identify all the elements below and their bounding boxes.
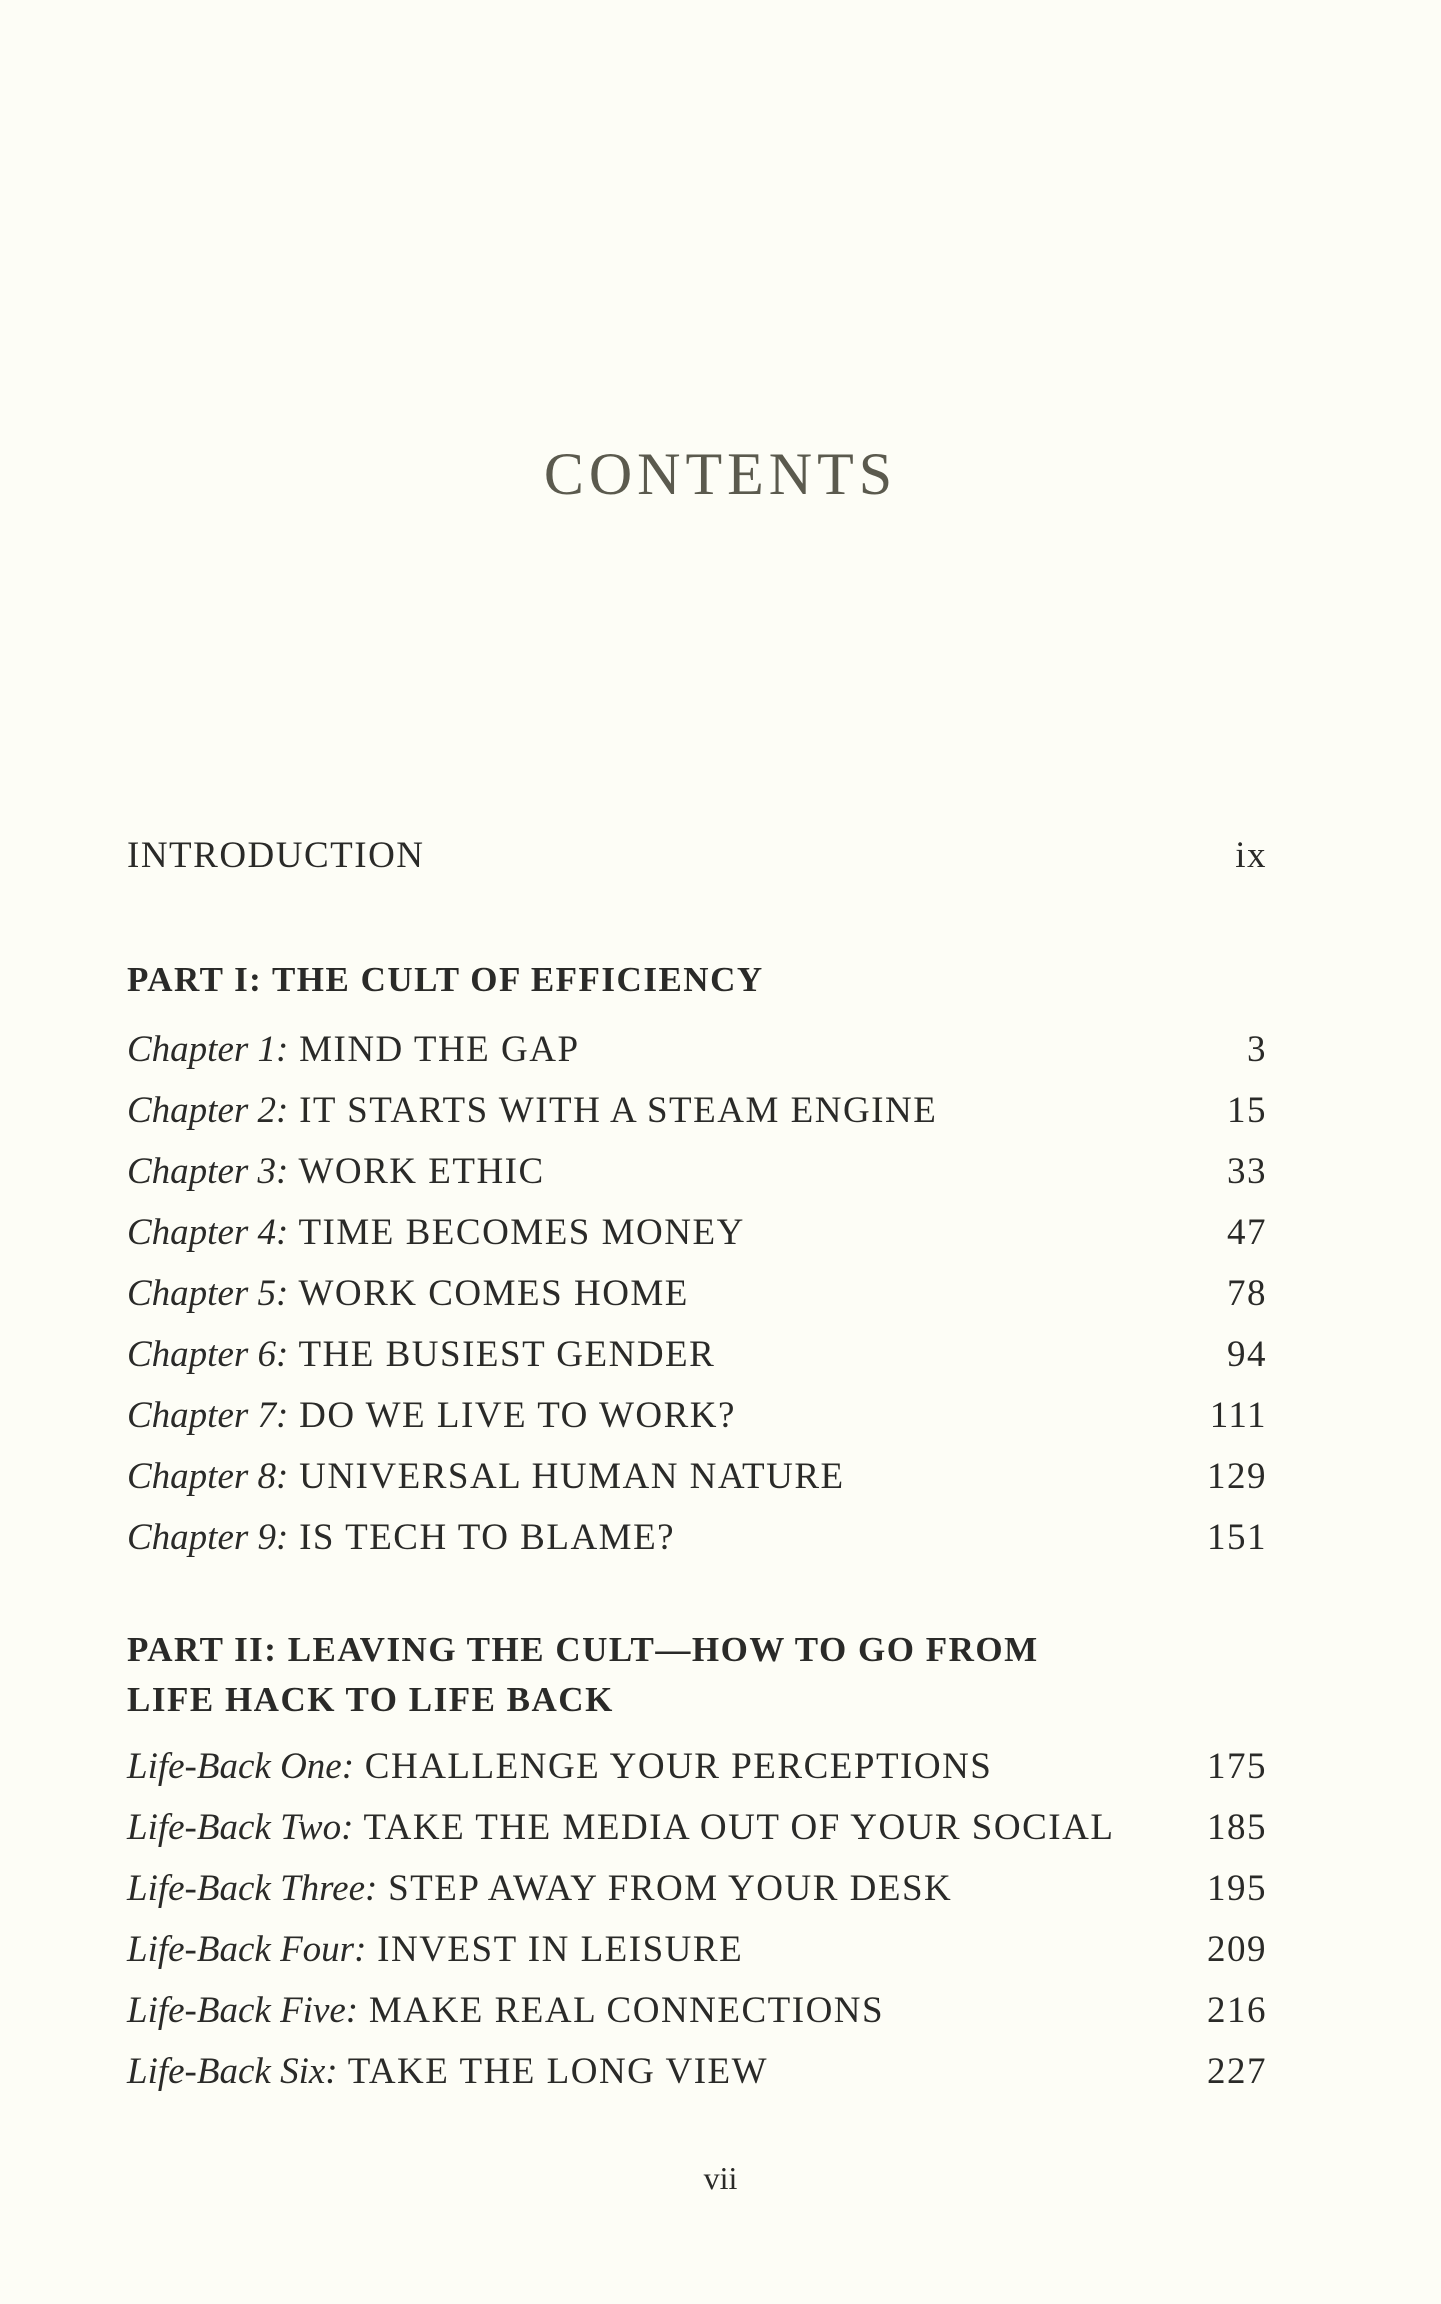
entry-title: INTRODUCTION	[127, 835, 425, 876]
entry-title: TAKE THE LONG VIEW	[347, 2051, 769, 2092]
toc-entry	[127, 1516, 1267, 1559]
toc-entry	[127, 1150, 1267, 1193]
entry-title: MAKE REAL CONNECTIONS	[368, 1990, 885, 2031]
entry-prefix: Life-Back Two:	[127, 1807, 354, 1848]
entry-prefix: Life-Back One:	[127, 1746, 355, 1787]
entry-page: ix	[1235, 835, 1267, 876]
entry-prefix: Chapter 8:	[127, 1456, 289, 1497]
entry-title: STEP AWAY FROM YOUR DESK	[388, 1868, 953, 1909]
entry-prefix: Chapter 3:	[127, 1151, 289, 1192]
entry-page: 78	[1227, 1273, 1267, 1314]
entry-page: 94	[1227, 1334, 1267, 1375]
entry-page: 129	[1207, 1456, 1267, 1497]
entry-prefix: Chapter 7:	[127, 1395, 289, 1436]
toc-entry	[127, 1745, 1267, 1788]
entry-title: WORK ETHIC	[298, 1151, 545, 1192]
toc-entry-introduction	[127, 834, 1267, 877]
toc-entry	[127, 1928, 1267, 1971]
entry-title: THE BUSIEST GENDER	[298, 1334, 716, 1375]
entry-title: INVEST IN LEISURE	[377, 1929, 744, 1970]
entry-title: MIND THE GAP	[299, 1029, 580, 1070]
entry-page: 175	[1207, 1746, 1267, 1787]
part-heading: PART I: THE CULT OF EFFICIENCY	[127, 960, 764, 999]
entry-page: 111	[1209, 1395, 1267, 1436]
toc-entry	[127, 1989, 1267, 2032]
entry-title: TIME BECOMES MONEY	[298, 1212, 745, 1253]
toc-entry	[127, 1806, 1267, 1849]
entry-page: 15	[1227, 1090, 1267, 1131]
entry-prefix: Chapter 4:	[127, 1212, 289, 1253]
entry-title: TAKE THE MEDIA OUT OF YOUR SOCIAL	[363, 1807, 1115, 1848]
entry-prefix: Chapter 1:	[127, 1029, 289, 1070]
entry-title: DO WE LIVE TO WORK?	[299, 1395, 736, 1436]
part-heading-line: LIFE HACK TO LIFE BACK	[127, 1680, 614, 1719]
page-title: CONTENTS	[543, 441, 898, 507]
entry-prefix: Life-Back Four:	[127, 1929, 367, 1970]
entry-page: 185	[1207, 1807, 1267, 1848]
entry-prefix: Life-Back Three:	[127, 1868, 378, 1909]
toc-entry	[127, 1867, 1267, 1910]
entry-page: 227	[1207, 2051, 1267, 2092]
entry-title: UNIVERSAL HUMAN NATURE	[299, 1456, 845, 1497]
entry-page: 209	[1207, 1929, 1267, 1970]
entry-title: WORK COMES HOME	[298, 1273, 689, 1314]
entry-title: IS TECH TO BLAME?	[299, 1517, 676, 1558]
entry-page: 195	[1207, 1868, 1267, 1909]
toc-entry	[127, 1333, 1267, 1376]
entry-prefix: Chapter 5:	[127, 1273, 289, 1314]
entry-page: 151	[1207, 1517, 1267, 1558]
page-number: vii	[703, 2160, 738, 2196]
toc-entry	[127, 1089, 1267, 1132]
entry-prefix: Chapter 2:	[127, 1090, 289, 1131]
entry-prefix: Chapter 6:	[127, 1334, 289, 1375]
toc-entry	[127, 2050, 1267, 2093]
toc-entry	[127, 1211, 1267, 1254]
entry-page: 47	[1227, 1212, 1267, 1253]
part-heading	[127, 1625, 1267, 1725]
toc-entry	[127, 1394, 1267, 1437]
toc-entry	[127, 1455, 1267, 1498]
entry-prefix: Chapter 9:	[127, 1517, 289, 1558]
entry-prefix: Life-Back Six:	[127, 2051, 338, 2092]
entry-page: 216	[1207, 1990, 1267, 2031]
entry-title: CHALLENGE YOUR PERCEPTIONS	[364, 1746, 993, 1787]
toc-entry	[127, 1272, 1267, 1315]
toc-entry	[127, 1028, 1267, 1071]
entry-title: IT STARTS WITH A STEAM ENGINE	[299, 1090, 938, 1131]
entry-page: 3	[1247, 1029, 1267, 1070]
part-heading-line: PART II: LEAVING THE CULT—HOW TO GO FROM	[127, 1630, 1039, 1669]
entry-prefix: Life-Back Five:	[127, 1990, 359, 2031]
entry-page: 33	[1227, 1151, 1267, 1192]
